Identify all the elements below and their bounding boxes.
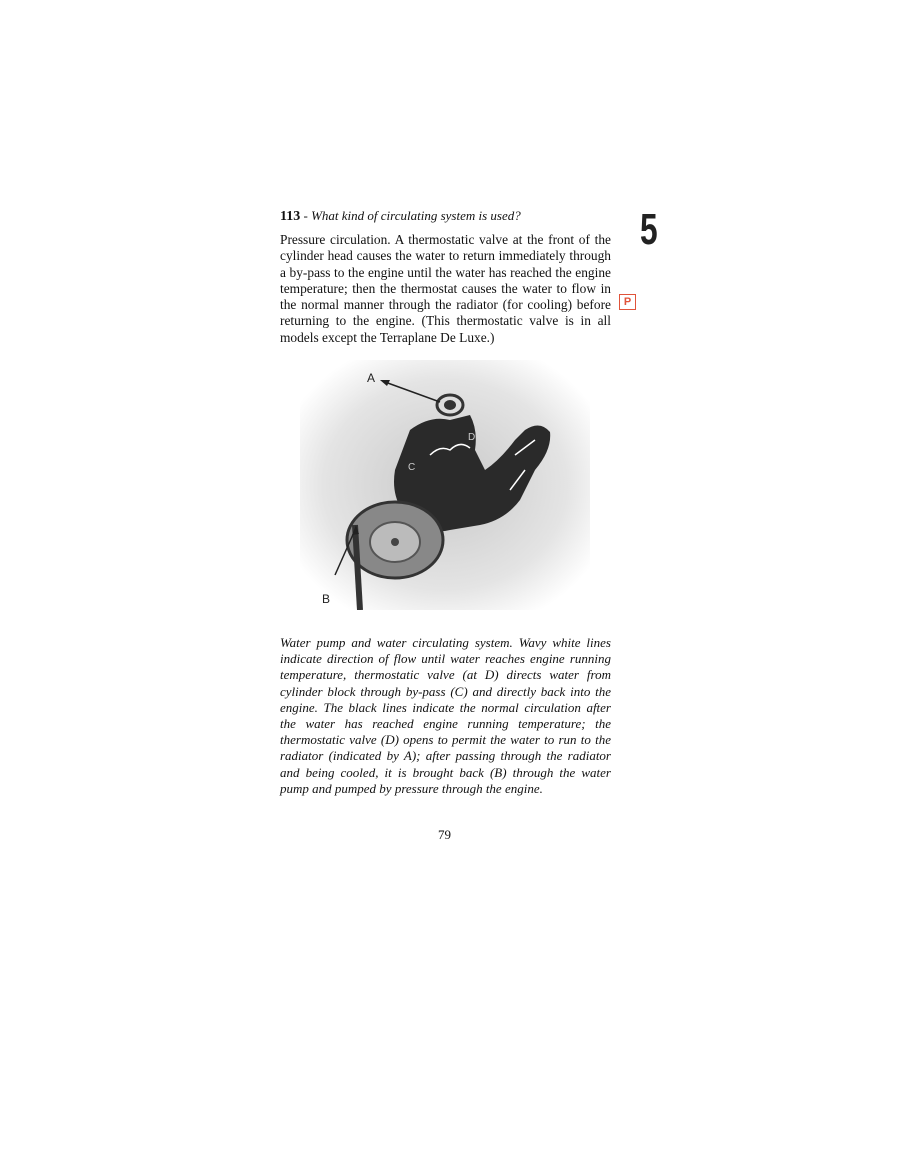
chapter-marker: 5 [640,205,658,254]
page-number: 79 [438,827,451,842]
water-pump-illustration [300,360,590,610]
label-b: B [322,592,331,606]
question-number: 113 [280,209,301,224]
answer-paragraph: Pressure circulation. A thermostatic valve at the front of the cylinder head causes the water to return immediately through a by-pass to the engine until the water has reached the engine temperature; then the thermostat causes the water to flow in the normal manner through the radiator (for cooling) before returning to the engine. (This thermostatic valve is in all models except the Terraplane De Luxe.) [280,232,611,345]
p-badge-icon: P [619,294,636,310]
label-c: C [408,462,416,473]
water-pump-figure [300,360,590,610]
figure-caption: Water pump and water circulating system. Wavy white lines indicate direction of flow until water reaches engine running temperature, thermostatic valve (at D) directs water from cylinder block through by-pass (C) and directly back into the engine. The black lines indicate the normal circulation after the water has reached engine running temperature; the thermostatic valve (D) opens to permit the water to run to the radiator (indicated by A); after passing through the radiator and being cooled, it is brought back (B) through the water pump and pumped by pressure through the engine. [280,635,611,796]
label-a: A [367,371,376,385]
question-heading [280,208,620,225]
question-text: What kind of circulating system is used? [311,208,521,223]
label-d: D [468,432,476,443]
question-separator: - [300,208,312,223]
